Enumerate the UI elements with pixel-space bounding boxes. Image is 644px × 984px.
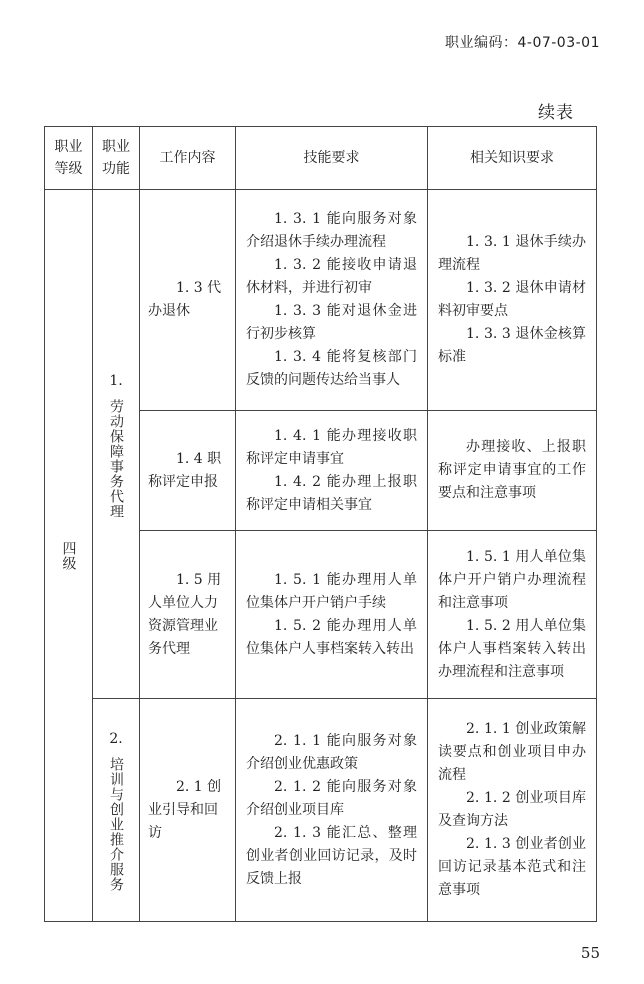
- header-knowledge: 相关知识要求: [428, 127, 597, 190]
- work-content: 1. 4 职称评定申报: [140, 411, 236, 531]
- knowledge-cell: [428, 699, 597, 922]
- knowledge-item: 1. 3. 2 退休申请材料初审要点: [438, 280, 586, 319]
- skills-cell: [236, 411, 428, 531]
- skills-table: [44, 126, 597, 922]
- header-function: 职业功能: [93, 127, 140, 190]
- skills-cell: [236, 190, 428, 411]
- header-level: 职业等级: [45, 127, 93, 190]
- skill-item: 2. 1. 1 能向服务对象介绍创业优惠政策: [246, 732, 417, 772]
- knowledge-item: 2. 1. 2 创业项目库及查询方法: [438, 790, 586, 829]
- table-row: [45, 190, 597, 411]
- header-skills: 技能要求: [236, 127, 428, 190]
- table-row: [45, 699, 597, 922]
- occupation-code: 职业编码：4-07-03-01: [444, 35, 600, 51]
- skills-cell: [236, 531, 428, 699]
- knowledge-item: 1. 5. 2 用人单位集体户人事档案转入转出办理流程和注意事项: [438, 617, 586, 680]
- skill-item: 1. 5. 1 能办理用人单位集体户开户销户手续: [246, 571, 417, 611]
- knowledge-item: 办理接收、上报职称评定申请事宜的工作要点和注意事项: [438, 439, 586, 501]
- knowledge-item: 1. 3. 1 退休手续办理流程: [438, 234, 586, 273]
- knowledge-item: 1. 5. 1 用人单位集体户开户销户办理流程和注意事项: [438, 548, 586, 611]
- page-number: 55: [580, 944, 600, 962]
- skill-item: 2. 1. 2 能向服务对象介绍创业项目库: [246, 778, 417, 818]
- skill-item: 1. 3. 4 能将复核部门反馈的问题传达给当事人: [246, 349, 417, 388]
- knowledge-cell: [428, 531, 597, 699]
- level-cell: [45, 190, 93, 922]
- knowledge-cell: [428, 411, 597, 531]
- table-header-row: [45, 127, 597, 190]
- function-number: 2.: [109, 731, 123, 747]
- work-content: 1. 3 代办退休: [140, 190, 236, 411]
- skill-item: 2. 1. 3 能汇总、整理创业者创业回访记录，及时反馈上报: [246, 824, 417, 887]
- function-name: 劳动保障事务代理: [108, 398, 124, 519]
- knowledge-item: 2. 1. 1 创业政策解读要点和创业项目申办流程: [438, 721, 586, 783]
- header-work: 工作内容: [140, 127, 236, 190]
- knowledge-item: 1. 3. 3 退休金核算标准: [438, 326, 586, 365]
- skill-item: 1. 4. 1 能办理接收职称评定申请事宜: [246, 427, 417, 467]
- level-text: 四级: [60, 540, 77, 571]
- function-cell-1: [93, 190, 140, 699]
- skill-item: 1. 3. 3 能对退休金进行初步核算: [246, 303, 417, 342]
- work-content: 1. 5 用人单位人力资源管理业务代理: [140, 531, 236, 699]
- skill-item: 1. 3. 2 能接收申请退休材料，并进行初审: [246, 257, 417, 296]
- skill-item: 1. 3. 1 能向服务对象介绍退休手续办理流程: [246, 211, 417, 250]
- function-cell-2: [93, 699, 140, 922]
- skill-item: 1. 5. 2 能办理用人单位集体户人事档案转入转出: [246, 617, 417, 657]
- skills-cell: [236, 699, 428, 922]
- knowledge-item: 2. 1. 3 创业者创业回访记录基本范式和注意事项: [438, 836, 586, 898]
- function-number: 1.: [109, 372, 123, 389]
- knowledge-cell: [428, 190, 597, 411]
- continued-table-label: 续表: [538, 103, 574, 123]
- function-name: 培训与创业推介服务: [108, 757, 124, 892]
- work-content: 2. 1 创业引导和回访: [140, 699, 236, 922]
- skill-item: 1. 4. 2 能办理上报职称评定申请相关事宜: [246, 473, 417, 513]
